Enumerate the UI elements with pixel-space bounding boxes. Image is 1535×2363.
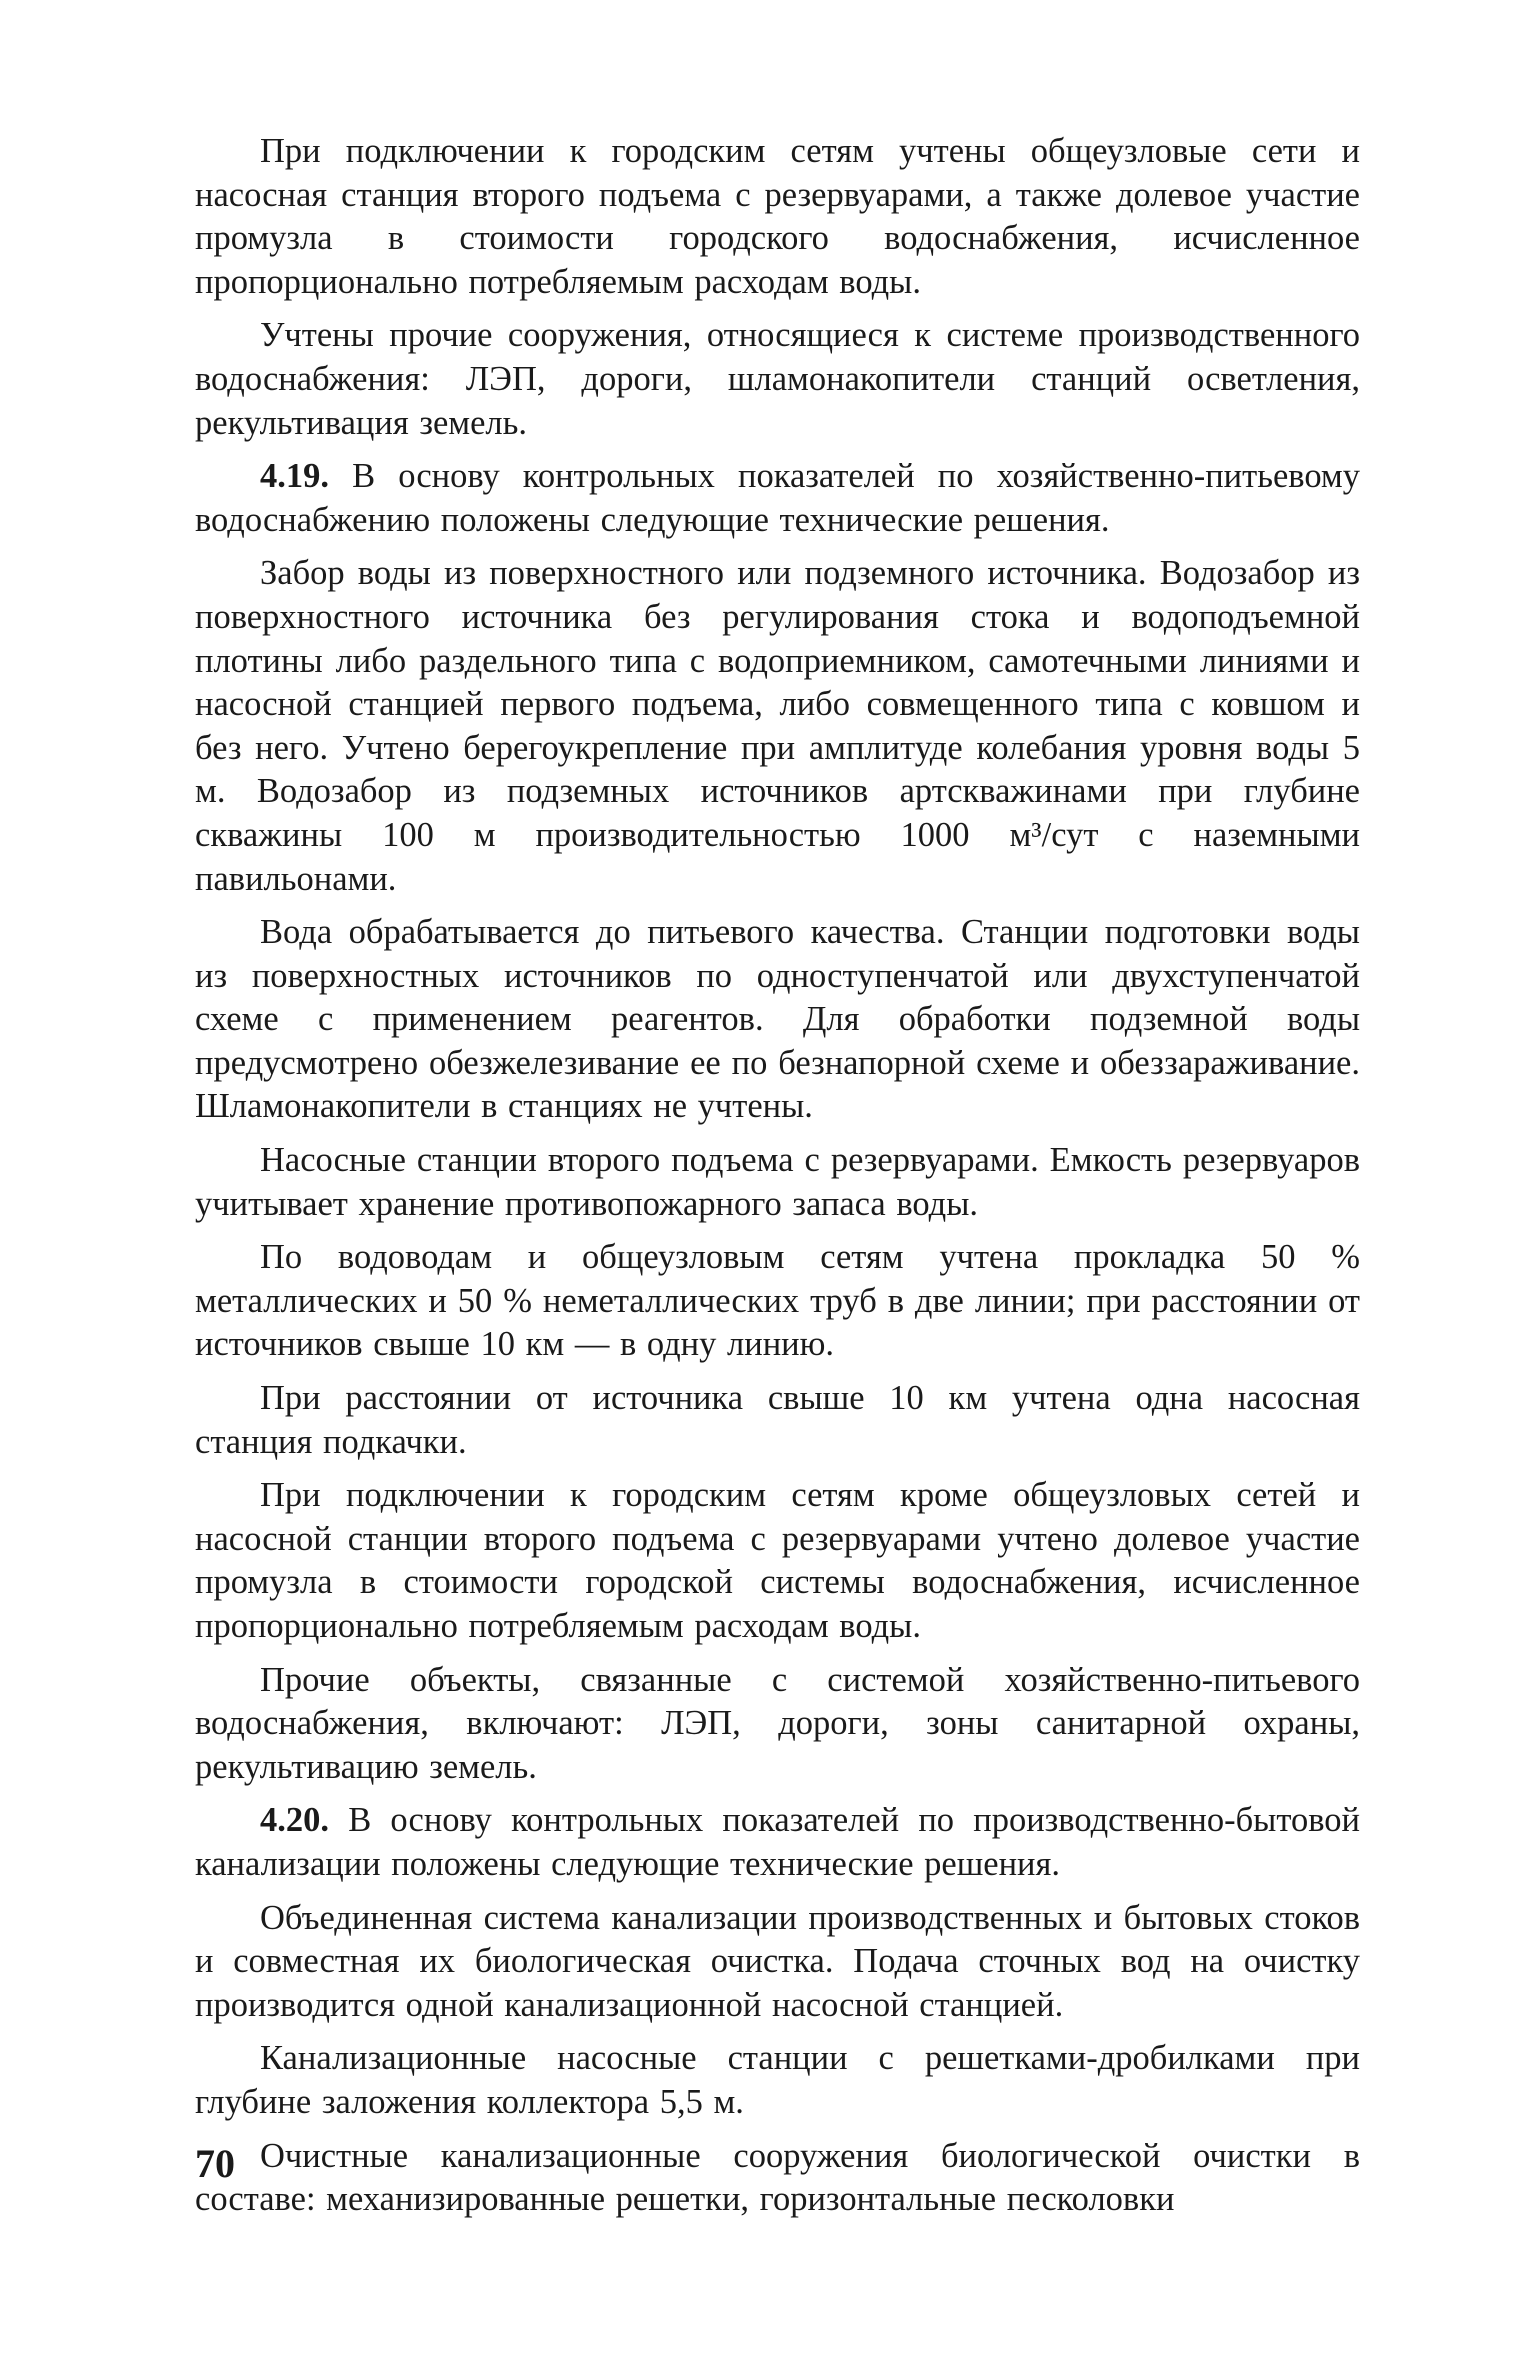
section-number: 4.20. bbox=[260, 1801, 329, 1840]
paragraph-text: В основу контрольных показателей по хозяйственно-питьевому водоснабжению положены следующие технические решения. bbox=[195, 457, 1360, 539]
page-number: 70 bbox=[195, 2141, 235, 2186]
paragraph-text: При расстоянии от источника свыше 10 км учтена одна насосная станция подкачки. bbox=[195, 1379, 1360, 1461]
paragraph-text: Объединенная система канализации производственных и бытовых стоков и совместная их биологическая очистка. Подача сточных вод на очистку производится одной канализационной насосной станцией. bbox=[195, 1898, 1360, 2024]
paragraph bbox=[195, 2135, 1360, 2222]
paragraph bbox=[195, 314, 1360, 445]
paragraph bbox=[195, 455, 1360, 542]
paragraph-text: В основу контрольных показателей по производственно-бытовой канализации положены следующие технические решения. bbox=[195, 1801, 1360, 1883]
paragraph-text: По водоводам и общеузловым сетям учтена прокладка 50 % металлических и 50 % неметаллических труб в две линии; при расстоянии от источников свыше 10 км — в одну линию. bbox=[195, 1238, 1360, 1364]
paragraph-text: При подключении к городским сетям учтены общеузловые сети и насосная станция второго подъема с резервуарами, а также долевое участие промузла в стоимости городского водоснабжения, исчисленное пропорционально потребляемым расходам воды. bbox=[195, 132, 1360, 301]
paragraph bbox=[195, 2037, 1360, 2124]
paragraph bbox=[195, 1377, 1360, 1464]
paragraph-text: Канализационные насосные станции с решетками-дробилками при глубине заложения коллектора 5,5 м. bbox=[195, 2039, 1360, 2121]
paragraph bbox=[195, 911, 1360, 1129]
paragraph-text: Очистные канализационные сооружения биологической очистки в составе: механизированные решетки, горизонтальные песколовки bbox=[195, 2136, 1360, 2219]
paragraph-text: Прочие объекты, связанные с системой хозяйственно-питьевого водоснабжения, включают: ЛЭП, дороги, зоны санитарной охраны, рекультивацию земель. bbox=[195, 1660, 1360, 1786]
paragraph-text: Учтены прочие сооружения, относящиеся к системе производственного водоснабжения: ЛЭП, дороги, шламонакопители станций осветления, рекультивация земель. bbox=[195, 316, 1360, 442]
paragraph bbox=[195, 1897, 1360, 2028]
paragraph bbox=[195, 1659, 1360, 1790]
paragraph-text: Вода обрабатывается до питьевого качества. Станции подготовки воды из поверхностных источников по одноступенчатой или двухступенчатой схеме с применением реагентов. Для обработки подземной воды предусмотрено обезжелезивание ее по безнапорной схеме и обеззараживание. Шламонакопители в станциях не учтены. bbox=[195, 913, 1360, 1126]
paragraph bbox=[195, 1139, 1360, 1226]
page-body bbox=[195, 130, 1360, 2232]
paragraph-text: Забор воды из поверхностного или подземного источника. Водозабор из поверхностного источника без регулирования стока и водоподъемной плотины либо раздельного типа с водоприемником, самотечными линиями и насосной станцией первого подъема, либо совмещенного типа с ковшом и без него. Учтено берегоукрепление при амплитуде колебания уровня воды 5 м. Водозабор из подземных источников артскважинами при глубине скважины 100 м производительностью 1000 м³/сут с наземными павильонами. bbox=[195, 554, 1360, 898]
paragraph bbox=[195, 1799, 1360, 1886]
paragraph bbox=[195, 1474, 1360, 1648]
paragraph-text: При подключении к городским сетям кроме общеузловых сетей и насосной станции второго подъема с резервуарами учтено долевое участие промузла в стоимости городской системы водоснабжения, исчисленное пропорционально потребляемым расходам воды. bbox=[195, 1476, 1360, 1645]
paragraph-text: Насосные станции второго подъема с резервуарами. Емкость резервуаров учитывает хранение противопожарного запаса воды. bbox=[195, 1141, 1360, 1223]
section-number: 4.19. bbox=[260, 457, 329, 496]
paragraph bbox=[195, 552, 1360, 901]
paragraph bbox=[195, 130, 1360, 304]
paragraph bbox=[195, 1236, 1360, 1367]
